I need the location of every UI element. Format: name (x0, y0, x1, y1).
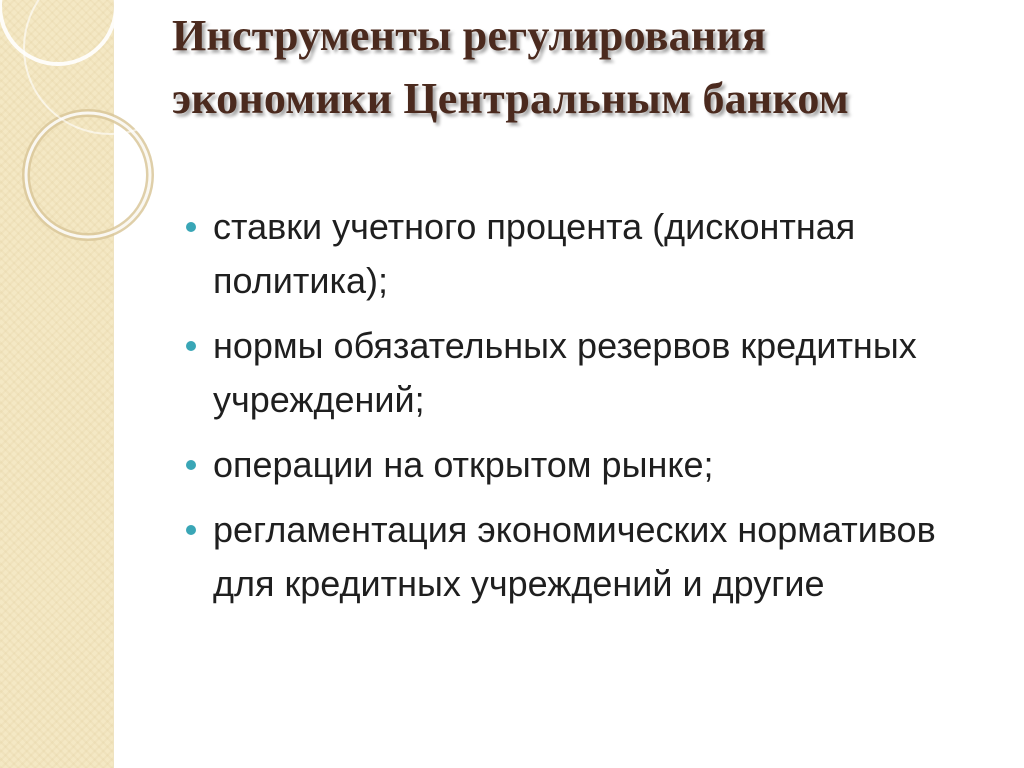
list-item (186, 503, 986, 611)
bullet-icon (186, 525, 196, 535)
bullet-text: регламентация экономических нормативов для кредитных учреждений и другие (213, 509, 936, 604)
bullet-icon (186, 341, 196, 351)
bullet-icon (186, 222, 196, 232)
list-item (186, 438, 986, 492)
slide-title: Инструменты регулирования экономики Центральным банком (172, 11, 849, 123)
bullet-text: операции на открытом рынке; (213, 444, 714, 485)
bullet-text: ставки учетного процента (дисконтная политика); (213, 206, 856, 301)
list-item (186, 319, 986, 427)
bullet-text: нормы обязательных резервов кредитных учреждений; (213, 325, 917, 420)
list-item (186, 200, 986, 308)
bullet-list (186, 200, 986, 622)
circle-ornament-icon (0, 0, 160, 260)
bullet-icon (186, 460, 196, 470)
